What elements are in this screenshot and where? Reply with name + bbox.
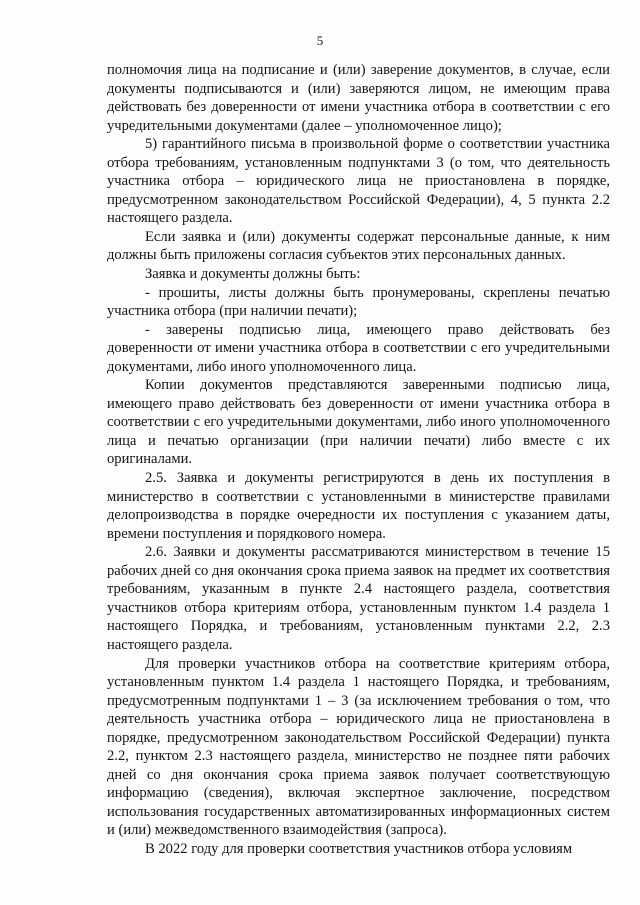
paragraph-section-2-5: 2.5. Заявка и документы регистрируются в день их поступления в министерство в соответствии с установленными в министерстве правилами делопроизводства в порядке очередности их поступления с указанием даты, времени поступления и порядкового номера. — [107, 470, 610, 542]
paragraph-requirements-intro: Заявка и документы должны быть: — [145, 266, 361, 283]
paragraph-authorized-person: полномочия лица на подписание и (или) заверение документов, в случае, если документы подписываются и (или) заверяются лицом, не имеющим права действовать без доверенности от имени участника отбора в соответствии с его учредительными документами (далее – уполномоченное лицо); — [107, 62, 610, 134]
document-body — [107, 61, 610, 859]
paragraph-section-2-6: 2.6. Заявки и документы рассматриваются министерством в течение 15 рабочих дней со дня окончания срока приема заявок на предмет их соответствия требованиям, указанным в пункте 2.4 настоящего раздела, соответствия участников отбора критериям отбора, установленным пунктом 1.4 раздела 1 настоящего Порядка, и требованиям, установленным пунктами 2.2, 2.3 настоящего раздела. — [107, 544, 610, 653]
paragraph-guarantee-letter: 5) гарантийного письма в произвольной форме о соответствии участника отбора требованиям, установленным подпунктами 3 (о том, что деятельность участника отбора – юридического лица не приостановлена в порядке, предусмотренном законодательством Российской Федерации), 4, 5 пункта 2.2 настоящего раздела. — [107, 136, 610, 227]
page-number: 5 — [316, 33, 324, 48]
paragraph-stitched: - прошиты, листы должны быть пронумерованы, скреплены печатью участника отбора (при наличии печати); — [107, 284, 610, 320]
paragraph-copies: Копии документов представляются заверенными подписью лица, имеющего право действовать без доверенности от имени участника отбора в соответствии с его учредительными документами, либо иного уполномоченного лица и печатью организации (при наличии печати) либо вместе с их оригиналами. — [107, 377, 610, 468]
paragraph-signed: - заверены подписью лица, имеющего право действовать без доверенности от имени участника отбора в соответствии с его учредительными документами, либо иного уполномоченного лица. — [107, 321, 610, 375]
paragraph-personal-data: Если заявка и (или) документы содержат персональные данные, к ним должны быть приложены согласия субъектов этих персональных данных. — [107, 228, 610, 264]
paragraph-2022: В 2022 году для проверки соответствия участников отбора условиям — [145, 840, 573, 857]
paragraph-verification: Для проверки участников отбора на соответствие критериям отбора, установленным пунктом 1.4 раздела 1 настоящего Порядка, и требованиям, предусмотренным подпунктами 1 – 3 (за исключением требования о том, что деятельность участника отбора – юридического лица не приостановлена в порядке, предусмотренном законодательством Российской Федерации) пункта 2.2, пунктом 2.3 настоящего раздела, министерство не позднее пяти рабочих дней со дня окончания срока приема заявок получает соответствующую информацию (сведения), включая экспертное заключение, посредством использования государственных автоматизированных информационных систем и (или) межведомственного взаимодействия (запроса). — [107, 655, 610, 839]
